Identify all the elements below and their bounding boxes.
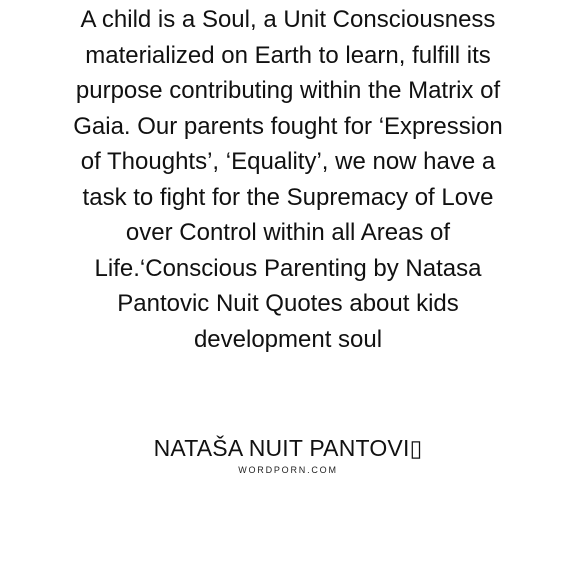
quote-line: over Control within all Areas of <box>125 219 451 246</box>
quote-line: task to fight for the Supremacy of Love <box>82 183 494 211</box>
quote-line: Gaia. Our parents fought for ‘Expression <box>73 112 503 140</box>
author-name: NATAŠA NUIT PANTOVI▯ <box>153 435 423 461</box>
quote-line: materialized on Earth to learn, fulfill its <box>85 41 491 69</box>
quote-line: Pantovic Nuit Quotes about kids <box>117 290 459 317</box>
quote-line: purpose contributing within the Matrix of <box>75 77 501 104</box>
quote-text <box>40 2 536 357</box>
quote-line: Life.‘Conscious Parenting by Natasa <box>94 254 482 282</box>
quote-line: A child is a Soul, a Unit Consciousness <box>80 6 496 33</box>
site-name: WORDPORN.COM <box>238 465 338 475</box>
quote-line: of Thoughts’, ‘Equality’, we now have a <box>80 148 496 175</box>
quote-line: development soul <box>193 325 383 353</box>
